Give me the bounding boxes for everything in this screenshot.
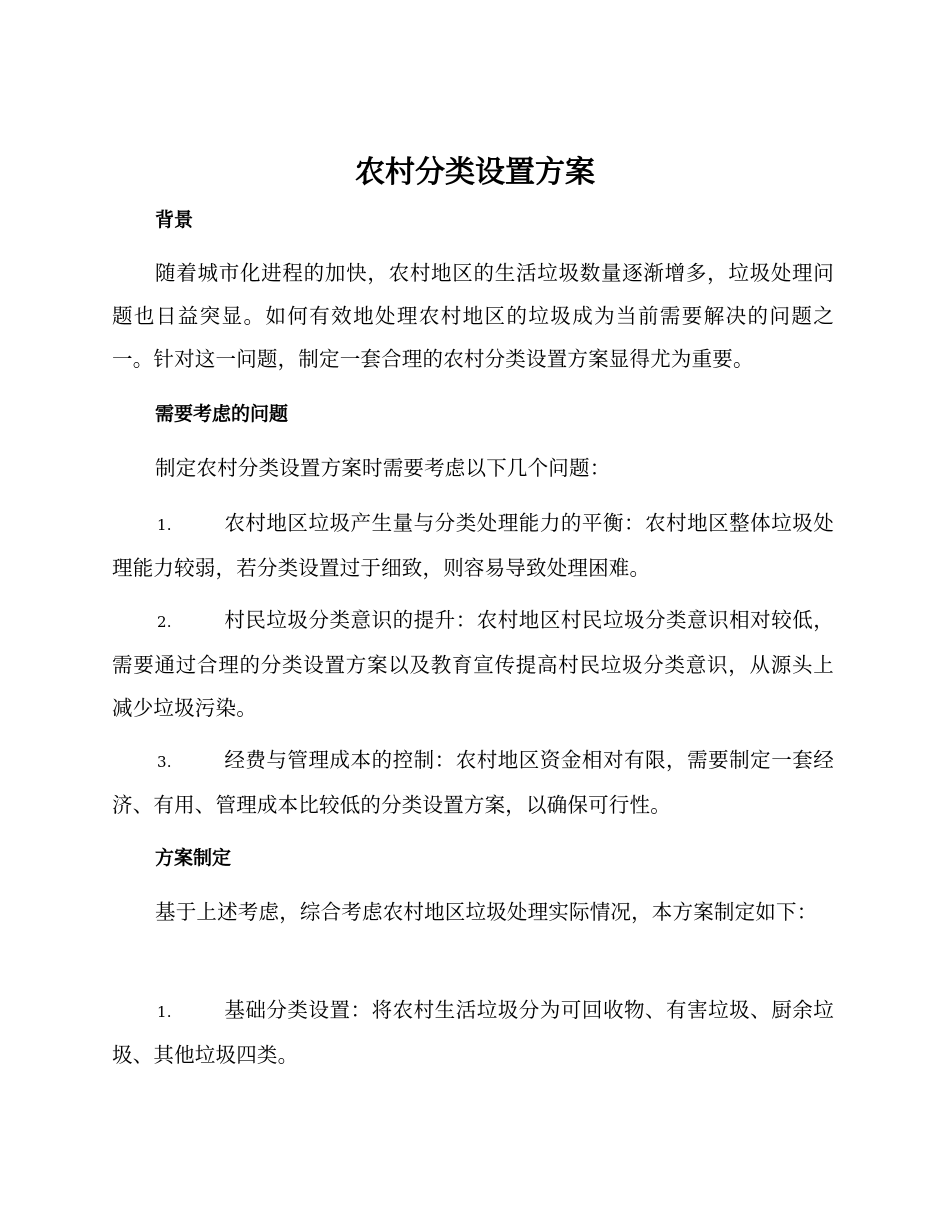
section-heading-plan: 方案制定 [155,847,232,869]
list-number: 2. [157,613,172,631]
plan-intro-paragraph: 基于上述考虑，综合考虑农村地区垃圾处理实际情况，本方案制定如下： [155,900,818,924]
section-heading-issues: 需要考虑的问题 [155,403,289,425]
list-number: 3. [157,753,172,771]
issues-list-item-3 [112,739,834,827]
background-paragraph: 随着城市化进程的加快，农村地区的生活垃圾数量逐渐增多，垃圾处理问题也日益突显。如何有效地处理农村地区的垃圾成为当前需要解决的问题之一。针对这一问题，制定一套合理的农村分类设置方案显得尤为重要。 [112,261,834,371]
list-item-text: 农村地区垃圾产生量与分类处理能力的平衡：农村地区整体垃圾处理能力较弱，若分类设置过于细致，则容易导致处理困难。 [112,511,834,580]
document-title: 农村分类设置方案 [355,155,595,190]
list-number: 1. [157,516,172,534]
issues-intro-paragraph: 制定农村分类设置方案时需要考虑以下几个问题： [155,456,611,480]
list-item-text: 村民垃圾分类意识的提升：农村地区村民垃圾分类意识相对较低，需要通过合理的分类设置方案以及教育宣传提高村民垃圾分类意识，从源头上减少垃圾污染。 [112,608,834,720]
list-item-text: 经费与管理成本的控制：农村地区资金相对有限，需要制定一套经济、有用、管理成本比较低的分类设置方案，以确保可行性。 [112,748,834,817]
issues-list-item-1 [112,502,834,590]
list-number: 1. [157,1003,172,1021]
list-item-text: 基础分类设置：将农村生活垃圾分为可回收物、有害垃圾、厨余垃圾、其他垃圾四类。 [112,998,834,1067]
plan-list-item-1 [112,989,834,1077]
section-heading-background: 背景 [155,209,194,231]
issues-list-item-2 [112,599,834,730]
